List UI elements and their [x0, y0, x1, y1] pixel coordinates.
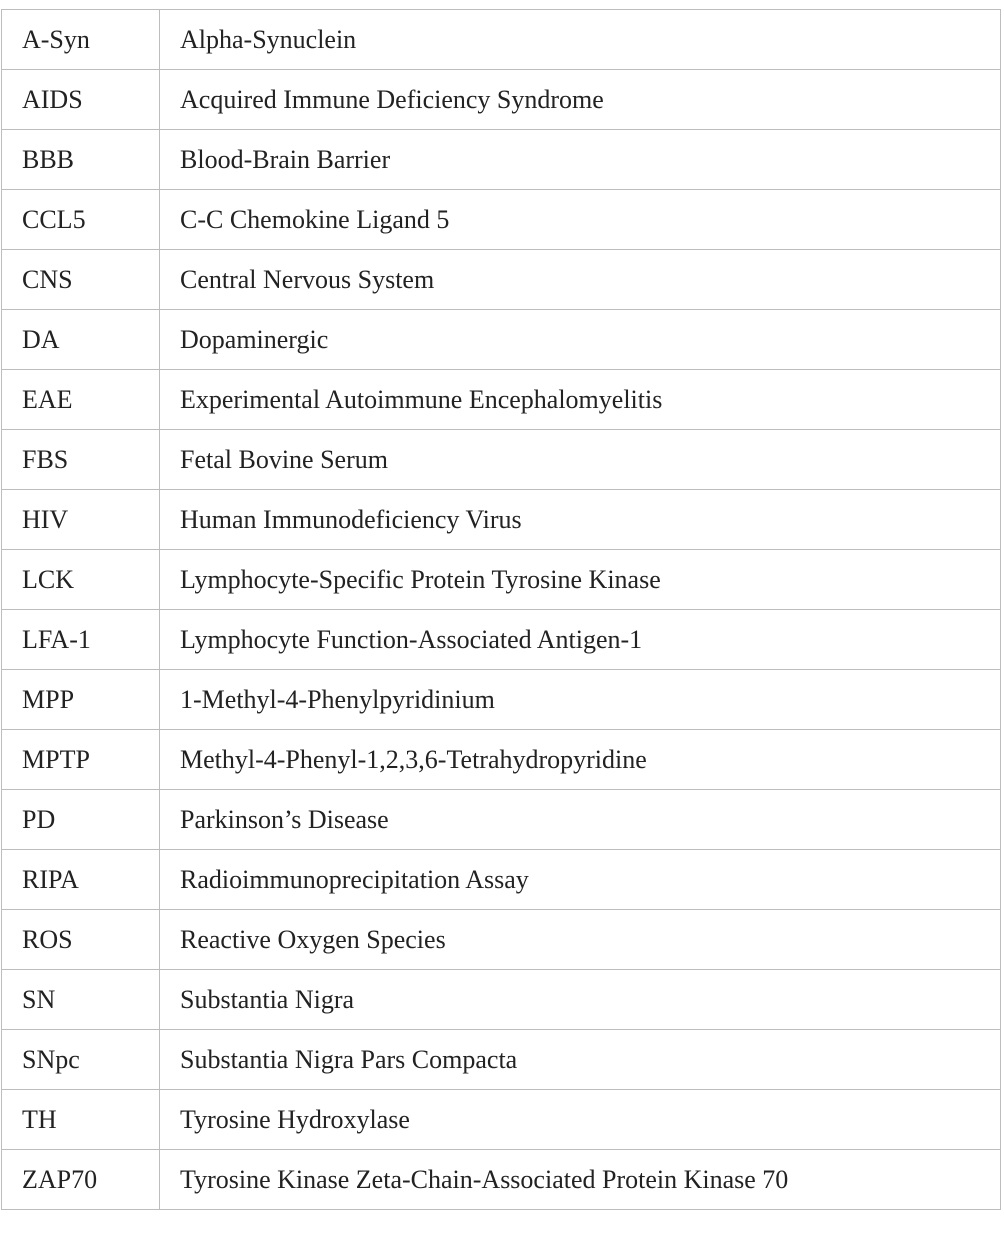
abbreviation-cell: MPP — [2, 670, 160, 730]
table-row — [2, 1030, 1001, 1090]
table-row — [2, 610, 1001, 670]
definition-cell: Parkinson’s Disease — [160, 790, 1001, 850]
table-row — [2, 130, 1001, 190]
table-row — [2, 490, 1001, 550]
table-row — [2, 910, 1001, 970]
abbreviation-cell: TH — [2, 1090, 160, 1150]
table-row — [2, 670, 1001, 730]
definition-cell: Lymphocyte-Specific Protein Tyrosine Kinase — [160, 550, 1001, 610]
definition-cell: 1-Methyl-4-Phenylpyridinium — [160, 670, 1001, 730]
abbreviation-cell: FBS — [2, 430, 160, 490]
table-row — [2, 730, 1001, 790]
definition-cell: Dopaminergic — [160, 310, 1001, 370]
table-row — [2, 850, 1001, 910]
table-row — [2, 1090, 1001, 1150]
abbreviation-cell: LCK — [2, 550, 160, 610]
table-row — [2, 250, 1001, 310]
abbreviation-cell: CNS — [2, 250, 160, 310]
table-row — [2, 1150, 1001, 1210]
table-row — [2, 970, 1001, 1030]
definition-cell: Substantia Nigra — [160, 970, 1001, 1030]
abbreviation-cell: ROS — [2, 910, 160, 970]
table-row — [2, 550, 1001, 610]
abbreviation-cell: BBB — [2, 130, 160, 190]
abbreviations-table — [1, 9, 1001, 1210]
table-row — [2, 190, 1001, 250]
definition-cell: Tyrosine Kinase Zeta-Chain-Associated Protein Kinase 70 — [160, 1150, 1001, 1210]
table-row — [2, 430, 1001, 490]
abbreviation-cell: A-Syn — [2, 10, 160, 70]
abbreviation-cell: RIPA — [2, 850, 160, 910]
definition-cell: Substantia Nigra Pars Compacta — [160, 1030, 1001, 1090]
table-row — [2, 370, 1001, 430]
abbreviation-cell: AIDS — [2, 70, 160, 130]
abbreviation-cell: MPTP — [2, 730, 160, 790]
definition-cell: Experimental Autoimmune Encephalomyelitis — [160, 370, 1001, 430]
table-row — [2, 10, 1001, 70]
abbreviation-cell: CCL5 — [2, 190, 160, 250]
definition-cell: Blood-Brain Barrier — [160, 130, 1001, 190]
definition-cell: C-C Chemokine Ligand 5 — [160, 190, 1001, 250]
abbreviation-cell: SN — [2, 970, 160, 1030]
definition-cell: Tyrosine Hydroxylase — [160, 1090, 1001, 1150]
abbreviation-cell: SNpc — [2, 1030, 160, 1090]
definition-cell: Lymphocyte Function-Associated Antigen-1 — [160, 610, 1001, 670]
definition-cell: Human Immunodeficiency Virus — [160, 490, 1001, 550]
definition-cell: Alpha-Synuclein — [160, 10, 1001, 70]
abbreviation-cell: HIV — [2, 490, 160, 550]
definition-cell: Reactive Oxygen Species — [160, 910, 1001, 970]
abbreviation-cell: ZAP70 — [2, 1150, 160, 1210]
table-row — [2, 790, 1001, 850]
abbreviation-cell: DA — [2, 310, 160, 370]
table-row — [2, 310, 1001, 370]
definition-cell: Central Nervous System — [160, 250, 1001, 310]
definition-cell: Acquired Immune Deficiency Syndrome — [160, 70, 1001, 130]
definition-cell: Methyl-4-Phenyl-1,2,3,6-Tetrahydropyridine — [160, 730, 1001, 790]
abbreviation-cell: PD — [2, 790, 160, 850]
abbreviations-table-body — [2, 10, 1001, 1210]
definition-cell: Fetal Bovine Serum — [160, 430, 1001, 490]
definition-cell: Radioimmunoprecipitation Assay — [160, 850, 1001, 910]
abbreviation-cell: LFA-1 — [2, 610, 160, 670]
table-row — [2, 70, 1001, 130]
abbreviation-cell: EAE — [2, 370, 160, 430]
